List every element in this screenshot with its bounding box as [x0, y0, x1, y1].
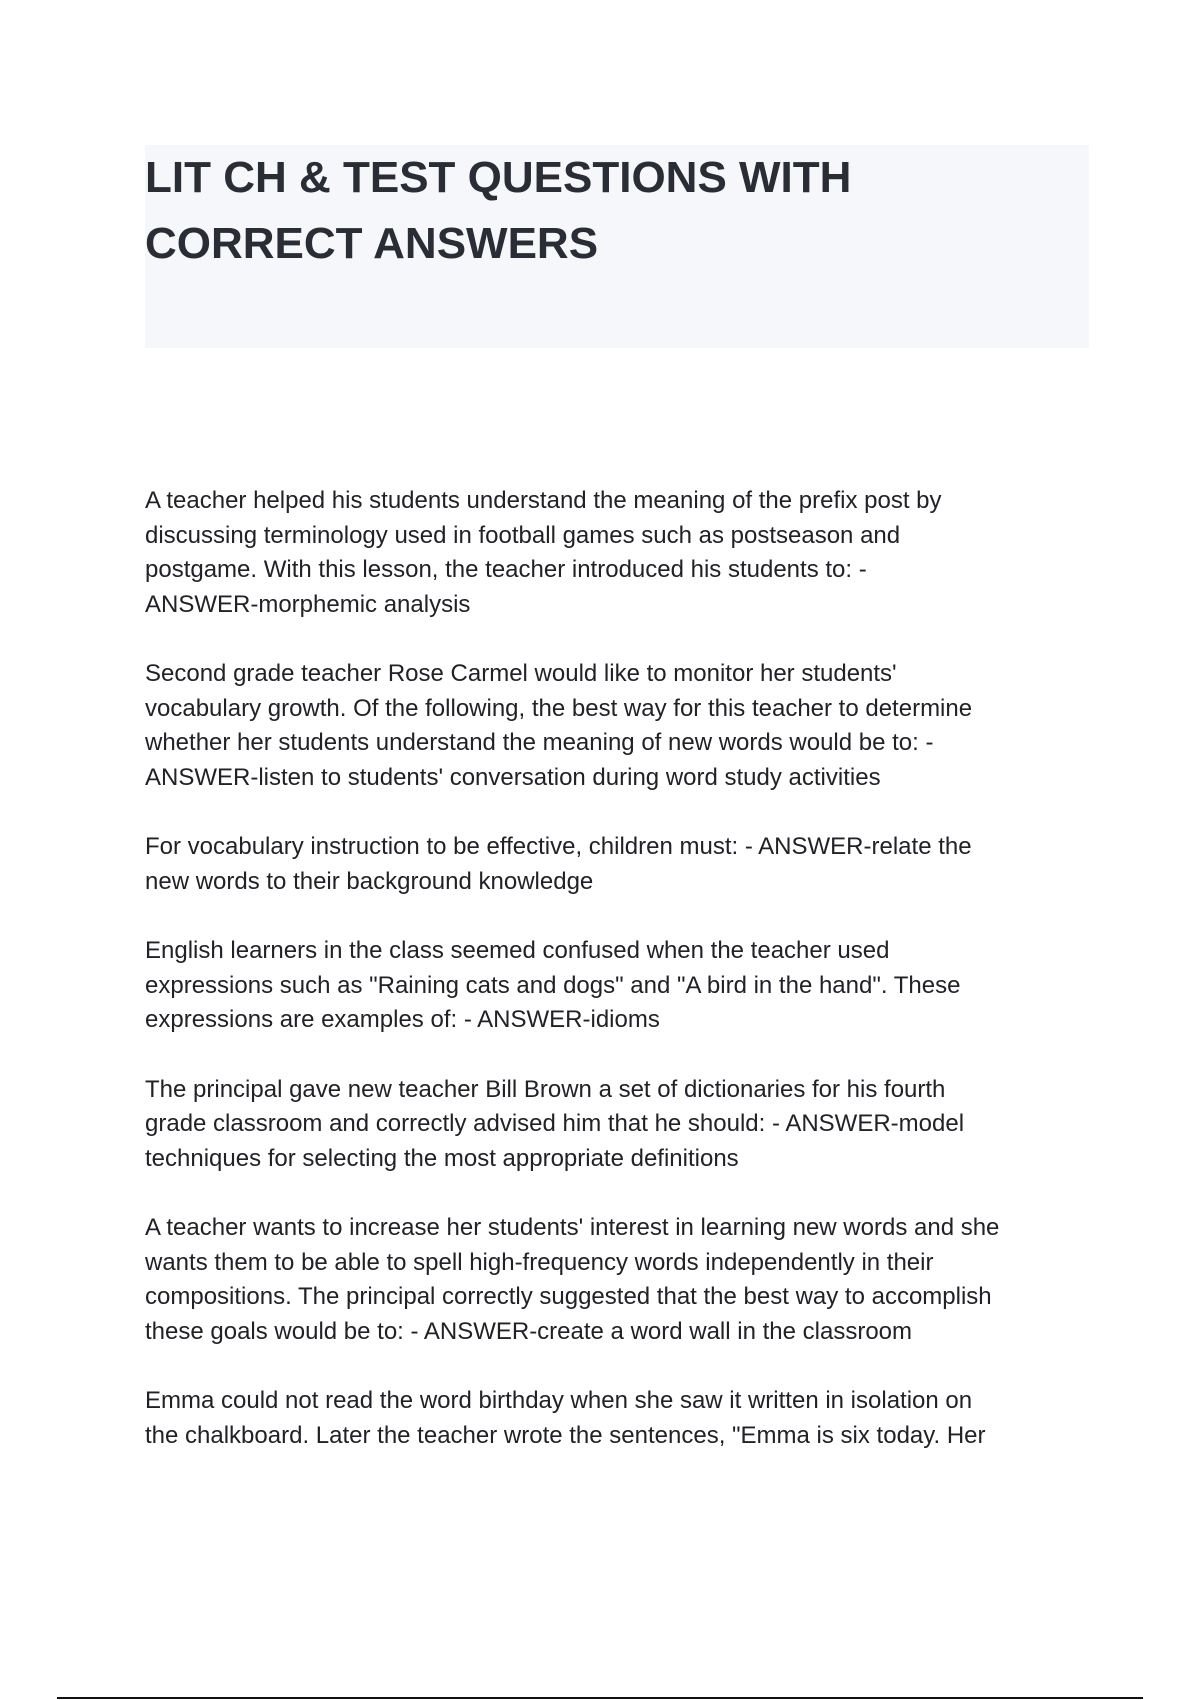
title-line-2: CORRECT ANSWERS [145, 219, 599, 268]
qa-item: A teacher wants to increase her students' interest in learning new words and she wants them to be able to spell high-frequency words independently in their compositions. The principal correctly suggested that the best way to accomplish these goals would be to: - ANSWER-create a word wall in the classroom [145, 1214, 1000, 1345]
qa-item: The principal gave new teacher Bill Brown a set of dictionaries for his fourth grade classroom and correctly advised him that he should: - ANSWER-model techniques for selecting the most appropriate definitions [145, 1075, 965, 1172]
qa-item: A teacher helped his students understand the meaning of the prefix post by discussing terminology used in football games such as postseason and postgame. With this lesson, the teacher introduced his students to: - ANSWER-morphemic analysis [145, 487, 942, 618]
qa-item: English learners in the class seemed confused when the teacher used expressions such as "Raining cats and dogs" and "A bird in the hand". These expressions are examples of: - ANSWER-idioms [145, 937, 961, 1033]
qa-item: Second grade teacher Rose Carmel would like to monitor her students' vocabulary growth. Of the following, the best way for this teacher to determine whether her students understand the meaning of new words would be to: - ANSWER-listen to students' conversation during word study activities [145, 660, 973, 791]
question-answer-list [145, 484, 1095, 1488]
qa-item: Emma could not read the word birthday when she saw it written in isolation on the chalkboard. Later the teacher wrote the sentences, "Emma is six today. Her [145, 1387, 986, 1449]
title-line-1: LIT CH & TEST QUESTIONS WITH [145, 153, 852, 202]
document-title [145, 145, 945, 277]
qa-item: For vocabulary instruction to be effective, children must: - ANSWER-relate the new words to their background knowledge [145, 833, 972, 895]
title-block [145, 145, 1089, 348]
page-bottom-rule [57, 1697, 1143, 1699]
